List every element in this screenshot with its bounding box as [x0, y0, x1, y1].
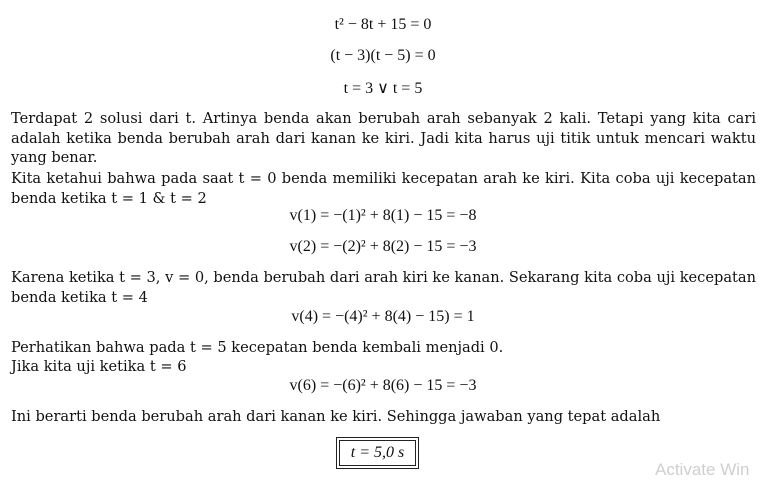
equation-v6: v(6) = −(6)² + 8(6) − 15 = −3 — [289, 377, 477, 394]
equation-factored: (t − 3)(t − 5) = 0 — [330, 47, 436, 64]
paragraph-direction-change: Karena ketika t = 3, v = 0, benda berubah dari arah kiri ke kanan. Sekarang kita coba uji kecepatan benda ketika t = 4 — [11, 269, 756, 306]
activation-watermark: Activate Win — [655, 460, 750, 479]
equation-v2: v(2) = −(2)² + 8(2) − 15 = −3 — [289, 238, 477, 255]
equation-roots: t = 3 ∨ t = 5 — [343, 80, 423, 97]
paragraph-test-t6: Jika kita uji ketika t = 6 — [11, 358, 187, 375]
paragraph-two-solutions: Terdapat 2 solusi dari t. Artinya benda akan berubah arah sebanyak 2 kali. Tetapi yang kita cari adalah ketika benda berubah arah dari kanan ke kiri. Jadi kita harus uji titik untuk mencari waktu yang benar. — [11, 110, 756, 166]
answer-box: t = 5,0 s — [339, 440, 416, 466]
paragraph-velocity-zero: Perhatikan bahwa pada t = 5 kecepatan benda kembali menjadi 0. — [11, 339, 504, 356]
equation-quadratic: t² − 8t + 15 = 0 — [334, 16, 432, 33]
equation-v4: v(4) = −(4)² + 8(4) − 15) = 1 — [291, 308, 475, 325]
paragraph-conclusion: Ini berarti benda berubah arah dari kanan ke kiri. Sehingga jawaban yang tepat adalah — [11, 408, 661, 425]
paragraph-initial-velocity: Kita ketahui bahwa pada saat t = 0 benda memiliki kecepatan arah ke kiri. Kita coba uji kecepatan benda ketika t = 1 & t = 2 — [11, 170, 756, 207]
equation-v1: v(1) = −(1)² + 8(1) − 15 = −8 — [289, 207, 477, 224]
